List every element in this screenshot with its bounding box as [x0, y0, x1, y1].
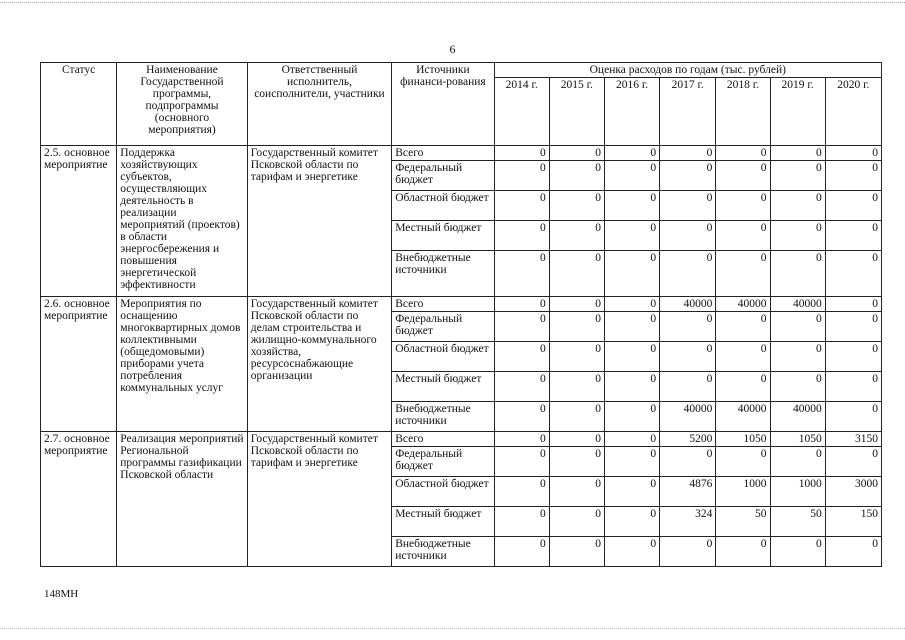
section-executor: Государственный комитет Псковской области по делам строительства и жилищно-коммунального хозяйства, ресурсоснабжающие организации	[247, 297, 392, 432]
cost-value: 0	[604, 251, 659, 297]
cost-value: 1000	[716, 477, 770, 507]
cost-value: 0	[770, 342, 825, 372]
funding-source: Областной бюджет	[392, 477, 494, 507]
header-year: 2018 г.	[716, 78, 770, 146]
cost-value: 0	[549, 191, 604, 221]
scan-edge-top	[0, 2, 905, 3]
cost-value: 0	[770, 537, 825, 567]
cost-value: 0	[825, 251, 881, 297]
cost-value: 0	[825, 191, 881, 221]
cost-value: 0	[494, 507, 549, 537]
cost-value: 0	[660, 447, 716, 477]
cost-value: 0	[494, 342, 549, 372]
scan-edge-bottom	[0, 628, 905, 629]
cost-value: 0	[716, 251, 770, 297]
cost-value: 0	[549, 402, 604, 432]
cost-value: 0	[660, 342, 716, 372]
cost-value: 0	[494, 447, 549, 477]
cost-value: 0	[770, 191, 825, 221]
cost-value: 0	[494, 312, 549, 342]
cost-value: 0	[716, 221, 770, 251]
cost-value: 0	[770, 372, 825, 402]
funding-source: Местный бюджет	[392, 507, 494, 537]
cost-value: 1050	[716, 432, 770, 447]
cost-value: 0	[494, 161, 549, 191]
header-status: Статус	[41, 63, 117, 146]
cost-value: 0	[716, 372, 770, 402]
section-executor: Государственный комитет Псковской области по тарифам и энергетике	[247, 146, 392, 297]
cost-value: 0	[604, 297, 659, 312]
cost-value: 0	[716, 447, 770, 477]
page-number: 6	[449, 42, 456, 56]
header-sources: Источники финанси-рования	[392, 63, 494, 146]
cost-value: 40000	[770, 402, 825, 432]
cost-value: 0	[716, 342, 770, 372]
cost-value: 0	[825, 146, 881, 161]
cost-value: 324	[660, 507, 716, 537]
cost-value: 0	[770, 312, 825, 342]
section-status: 2.5. основное мероприятие	[41, 146, 117, 297]
cost-value: 0	[770, 146, 825, 161]
cost-value: 0	[716, 161, 770, 191]
cost-value: 0	[660, 146, 716, 161]
cost-value: 0	[494, 372, 549, 402]
cost-value: 0	[660, 221, 716, 251]
cost-value: 0	[770, 221, 825, 251]
funding-source: Областной бюджет	[392, 191, 494, 221]
funding-source: Внебюджетные источники	[392, 251, 494, 297]
cost-value: 0	[494, 297, 549, 312]
cost-value: 0	[825, 312, 881, 342]
footer-code: 148МН	[44, 588, 79, 600]
table-row	[41, 432, 882, 447]
cost-value: 0	[549, 221, 604, 251]
cost-value: 5200	[660, 432, 716, 447]
cost-value: 40000	[716, 297, 770, 312]
cost-value: 0	[604, 537, 659, 567]
section-executor: Государственный комитет Псковской области по тарифам и энергетике	[247, 432, 392, 567]
header-year: 2014 г.	[494, 78, 549, 146]
funding-source: Федеральный бюджет	[392, 312, 494, 342]
cost-value: 1050	[770, 432, 825, 447]
cost-value: 0	[825, 537, 881, 567]
section-name: Мероприятия по оснащению многоквартирных домов коллективными (общедомовыми) приборами учета потребления коммунальных услуг	[117, 297, 247, 432]
cost-value: 40000	[716, 402, 770, 432]
table-row	[41, 297, 882, 312]
section-status: 2.6. основное мероприятие	[41, 297, 117, 432]
funding-source: Внебюджетные источники	[392, 537, 494, 567]
cost-value: 0	[825, 342, 881, 372]
cost-value: 0	[494, 402, 549, 432]
cost-value: 0	[604, 342, 659, 372]
funding-source: Всего	[392, 146, 494, 161]
cost-value: 0	[549, 447, 604, 477]
cost-value: 0	[660, 312, 716, 342]
cost-value: 0	[494, 477, 549, 507]
cost-value: 0	[604, 312, 659, 342]
header-cost: Оценка расходов по годам (тыс. рублей)	[494, 63, 881, 78]
cost-value: 0	[716, 312, 770, 342]
cost-value: 1000	[770, 477, 825, 507]
header-year: 2017 г.	[660, 78, 716, 146]
cost-value: 4876	[660, 477, 716, 507]
funding-source: Федеральный бюджет	[392, 447, 494, 477]
header-year: 2020 г.	[825, 78, 881, 146]
header-name: Наименование Государственной программы, подпрограммы (основного мероприятия)	[117, 63, 247, 146]
funding-source: Федеральный бюджет	[392, 161, 494, 191]
section-status: 2.7. основное мероприятие	[41, 432, 117, 567]
cost-value: 0	[494, 537, 549, 567]
cost-value: 50	[770, 507, 825, 537]
cost-value: 40000	[660, 402, 716, 432]
cost-value: 0	[825, 402, 881, 432]
cost-value: 0	[604, 146, 659, 161]
cost-value: 50	[716, 507, 770, 537]
cost-value: 0	[549, 477, 604, 507]
cost-value: 0	[549, 251, 604, 297]
cost-value: 0	[549, 146, 604, 161]
section-name: Реализация мероприятий Региональной программы газификации Псковской области	[117, 432, 247, 567]
table-row	[41, 146, 882, 161]
cost-value: 0	[549, 372, 604, 402]
cost-value: 0	[549, 312, 604, 342]
cost-value: 0	[604, 447, 659, 477]
cost-value: 0	[549, 507, 604, 537]
cost-value: 0	[604, 402, 659, 432]
header-year: 2019 г.	[770, 78, 825, 146]
cost-value: 0	[604, 191, 659, 221]
cost-value: 0	[825, 161, 881, 191]
cost-value: 0	[825, 297, 881, 312]
cost-value: 0	[494, 251, 549, 297]
cost-value: 40000	[660, 297, 716, 312]
cost-value: 0	[604, 221, 659, 251]
cost-value: 0	[660, 372, 716, 402]
cost-value: 0	[825, 372, 881, 402]
cost-value: 0	[549, 432, 604, 447]
cost-value: 0	[716, 537, 770, 567]
cost-value: 0	[716, 146, 770, 161]
cost-value: 0	[604, 161, 659, 191]
cost-value: 0	[549, 297, 604, 312]
funding-source: Местный бюджет	[392, 221, 494, 251]
cost-value: 0	[494, 146, 549, 161]
cost-value: 0	[549, 342, 604, 372]
cost-value: 3150	[825, 432, 881, 447]
funding-source: Всего	[392, 432, 494, 447]
cost-value: 0	[494, 191, 549, 221]
funding-source: Областной бюджет	[392, 342, 494, 372]
cost-value: 0	[549, 161, 604, 191]
cost-value: 0	[660, 191, 716, 221]
cost-value: 40000	[770, 297, 825, 312]
cost-value: 0	[716, 191, 770, 221]
cost-value: 0	[604, 507, 659, 537]
cost-value: 0	[825, 447, 881, 477]
cost-value: 0	[494, 432, 549, 447]
cost-value: 0	[604, 432, 659, 447]
funding-source: Всего	[392, 297, 494, 312]
header-year: 2015 г.	[549, 78, 604, 146]
cost-value: 0	[770, 251, 825, 297]
section-name: Поддержка хозяйствующих субъектов, осуществляющих деятельность в реализации мероприятий (проектов) в области энергосбережения и повышения энергетической эффективности	[117, 146, 247, 297]
cost-value: 3000	[825, 477, 881, 507]
cost-value: 0	[604, 372, 659, 402]
funding-source: Внебюджетные источники	[392, 402, 494, 432]
cost-value: 0	[604, 477, 659, 507]
budget-table	[40, 62, 882, 567]
cost-value: 0	[660, 537, 716, 567]
cost-value: 0	[660, 251, 716, 297]
header-executor: Ответственный исполнитель, соисполнители, участники	[247, 63, 392, 146]
cost-value: 0	[770, 447, 825, 477]
cost-value: 0	[660, 161, 716, 191]
cost-value: 0	[549, 537, 604, 567]
cost-value: 0	[770, 161, 825, 191]
cost-value: 150	[825, 507, 881, 537]
cost-value: 0	[494, 221, 549, 251]
header-year: 2016 г.	[604, 78, 659, 146]
funding-source: Местный бюджет	[392, 372, 494, 402]
cost-value: 0	[825, 221, 881, 251]
